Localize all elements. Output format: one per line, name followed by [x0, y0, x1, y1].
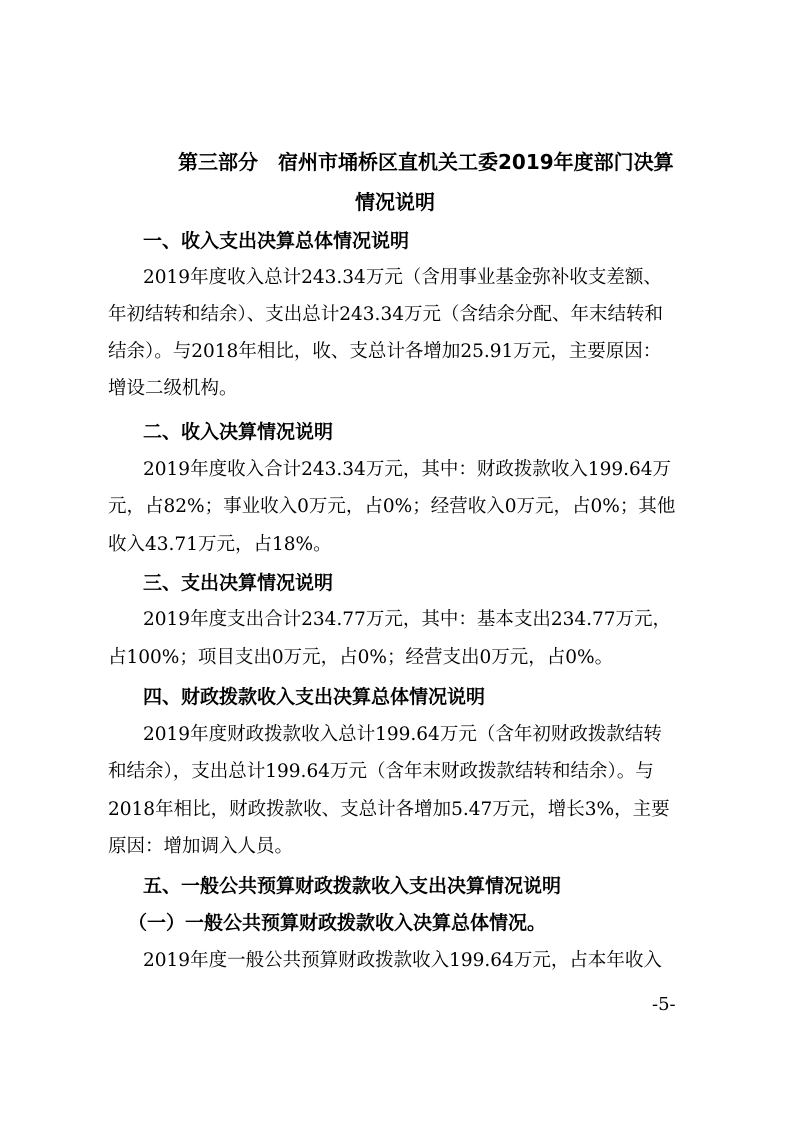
section-1-line-2: 年初结转和结余）、支出总计243.34万元（含结余分配、年末结转和: [108, 304, 663, 325]
section-4-line-4: 原因：增加调入人员。: [108, 836, 294, 857]
section-2-line-2: 元，占82%；事业收入0万元，占0%；经营收入0万元，占0%；其他: [108, 496, 676, 517]
section-5-line-1: 2019年度一般公共预算财政拨款收入199.64万元，占本年收入: [143, 950, 662, 971]
document-title-line-1: 第三部分 宿州市埇桥区直机关工委2019年度部门决算: [178, 150, 674, 174]
document-title-line-2: 情况说明: [355, 190, 435, 214]
page-number: -5-: [652, 994, 676, 1015]
section-4-line-1: 2019年度财政拨款收入总计199.64万元（含年初财政拨款结转: [143, 724, 662, 745]
section-1-line-1: 2019年度收入总计243.34万元（含用事业基金弥补收支差额、: [143, 267, 662, 288]
section-heading-3: 三、支出决算情况说明: [143, 572, 334, 594]
section-1-line-3: 结余）。与2018年相比，收、支总计各增加25.91万元，主要原因：: [108, 341, 662, 362]
section-3-line-1: 2019年度支出合计234.77万元，其中：基本支出234.77万元，: [143, 609, 672, 630]
section-2-line-3: 收入43.71万元，占18%。: [108, 534, 332, 555]
section-5-subheading: （一）一般公共预算财政拨款收入决算总体情况。: [128, 912, 547, 934]
section-4-line-3: 2018年相比，财政拨款收、支总计各增加5.47万元，增长3%，主要: [108, 799, 670, 820]
section-2-line-1: 2019年度收入合计243.34万元，其中：财政拨款收入199.64万: [143, 459, 672, 480]
section-heading-4: 四、财政拨款收入支出决算总体情况说明: [143, 686, 486, 708]
section-4-line-2: 和结余），支出总计199.64万元（含年末财政拨款结转和结余）。与: [108, 761, 654, 782]
section-heading-2: 二、收入决算情况说明: [143, 421, 334, 443]
section-heading-1: 一、收入支出决算总体情况说明: [143, 230, 410, 252]
section-1-line-4: 增设二级机构。: [108, 378, 238, 399]
section-3-line-2: 占100%；项目支出0万元，占0%；经营支出0万元，占0%。: [108, 647, 614, 668]
section-heading-5: 五、一般公共预算财政拨款收入支出决算情况说明: [143, 875, 562, 897]
